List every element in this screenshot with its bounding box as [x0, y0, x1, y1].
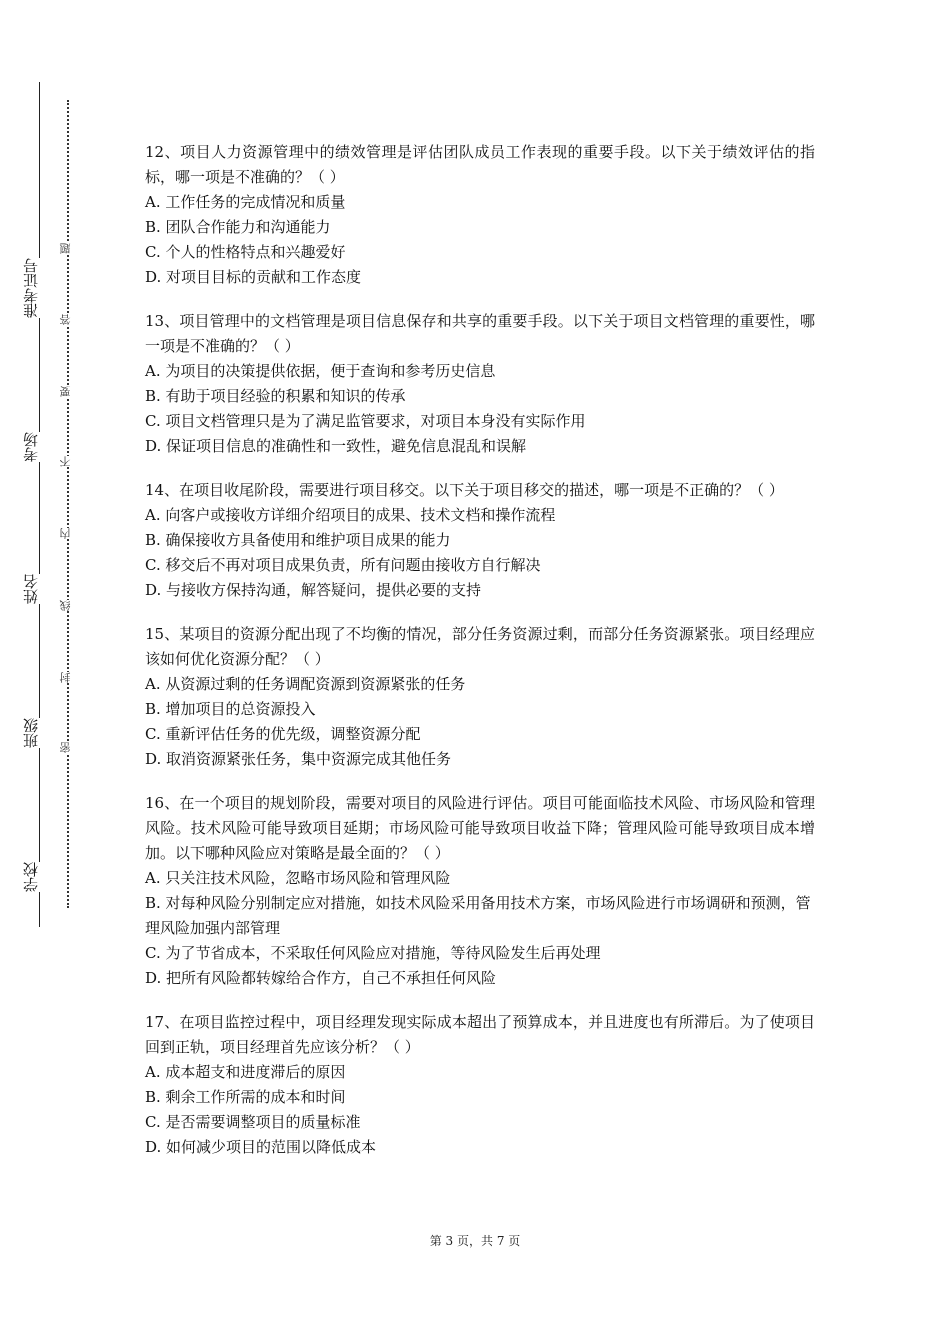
field-label-school: 学校 — [22, 862, 44, 892]
option-d: D. 取消资源紧张任务，集中资源完成其他任务 — [145, 750, 452, 768]
option-c: C. 个人的性格特点和兴趣爱好 — [145, 243, 346, 261]
question-14 — [145, 478, 815, 603]
option-d: D. 与接收方保持沟通，解答疑问，提供必要的支持 — [145, 581, 482, 599]
question-17 — [145, 1010, 815, 1160]
option-d: D. 保证项目信息的准确性和一致性，避免信息混乱和误解 — [145, 437, 527, 455]
option-c: C. 重新评估任务的优先级，调整资源分配 — [145, 725, 421, 743]
option-a: A. 只关注技术风险，忽略市场风险和管理风险 — [145, 869, 451, 887]
question-stem: 16、在一个项目的规划阶段，需要对项目的风险进行评估。项目可能面临技术风险、市场风险和管理风险。技术风险可能导致项目延期；市场风险可能导致项目收益下降；管理风险可能导致项目成本增加。以下哪种风险应对策略是最全面的？（ ） — [145, 794, 815, 862]
question-16 — [145, 791, 815, 991]
option-b: B. 团队合作能力和沟通能力 — [145, 218, 331, 236]
option-c: C. 是否需要调整项目的质量标准 — [145, 1113, 361, 1131]
option-d: D. 对项目目标的贡献和工作态度 — [145, 268, 362, 286]
option-a: A. 从资源过剩的任务调配资源到资源紧张的任务 — [145, 675, 466, 693]
option-d: D. 如何减少项目的范围以降低成本 — [145, 1138, 377, 1156]
question-stem: 17、在项目监控过程中，项目经理发现实际成本超出了预算成本，并且进度也有所滞后。为了使项目回到正轨，项目经理首先应该分析？（ ） — [145, 1013, 815, 1056]
option-a: A. 工作任务的完成情况和质量 — [145, 193, 346, 211]
option-c: C. 项目文档管理只是为了满足监管要求，对项目本身没有实际作用 — [145, 412, 586, 430]
seal-char: 不 — [60, 456, 76, 467]
seal-char: 线 — [60, 600, 76, 611]
option-c: C. 移交后不再对项目成果负责，所有问题由接收方自行解决 — [145, 556, 541, 574]
question-stem: 14、在项目收尾阶段，需要进行项目移交。以下关于项目移交的描述，哪一项是不正确的？（ ） — [145, 481, 784, 499]
question-list — [145, 140, 815, 1179]
seal-char: 题 — [60, 243, 76, 254]
field-label-name: 姓名 — [22, 574, 44, 604]
field-label-exam-room: 考场 — [22, 432, 44, 462]
question-stem: 12、项目人力资源管理中的绩效管理是评估团队成员工作表现的重要手段。以下关于绩效评估的指标，哪一项是不准确的？（ ） — [145, 143, 815, 186]
field-label-class: 班级 — [22, 718, 44, 748]
option-d: D. 把所有风险都转嫁给合作方，自己不承担任何风险 — [145, 969, 497, 987]
option-b: B. 有助于项目经验的积累和知识的传承 — [145, 387, 406, 405]
seal-char: 封 — [60, 672, 76, 683]
option-b: B. 确保接收方具备使用和维护项目成果的能力 — [145, 531, 451, 549]
binding-margin — [0, 0, 110, 1344]
option-b: B. 增加项目的总资源投入 — [145, 700, 316, 718]
question-12 — [145, 140, 815, 290]
question-stem: 13、项目管理中的文档管理是项目信息保存和共享的重要手段。以下关于项目文档管理的重要性，哪一项是不准确的？（ ） — [145, 312, 815, 355]
seal-char: 要 — [60, 386, 76, 397]
seal-char: 密 — [60, 742, 76, 753]
option-a: A. 成本超支和进度滞后的原因 — [145, 1063, 346, 1081]
seal-char: 内 — [60, 528, 76, 539]
question-13 — [145, 309, 815, 459]
binding-solid-line — [39, 82, 40, 927]
option-c: C. 为了节省成本，不采取任何风险应对措施，等待风险发生后再处理 — [145, 944, 601, 962]
option-a: A. 为项目的决策提供依据，便于查询和参考历史信息 — [145, 362, 496, 380]
question-15 — [145, 622, 815, 772]
question-stem: 15、某项目的资源分配出现了不均衡的情况，部分任务资源过剩，而部分任务资源紧张。项目经理应该如何优化资源分配？（ ） — [145, 625, 815, 668]
field-label-admission-number: 准考证号 — [22, 258, 44, 318]
binding-dotted-line — [67, 100, 69, 908]
seal-char: 答 — [60, 314, 76, 325]
option-b: B. 对每种风险分别制定应对措施，如技术风险采用备用技术方案，市场风险进行市场调研和预测，管理风险加强内部管理 — [145, 894, 811, 937]
page-number: 第 3 页，共 7 页 — [429, 1234, 521, 1248]
option-b: B. 剩余工作所需的成本和时间 — [145, 1088, 346, 1106]
option-a: A. 向客户或接收方详细介绍项目的成果、技术文档和操作流程 — [145, 506, 556, 524]
